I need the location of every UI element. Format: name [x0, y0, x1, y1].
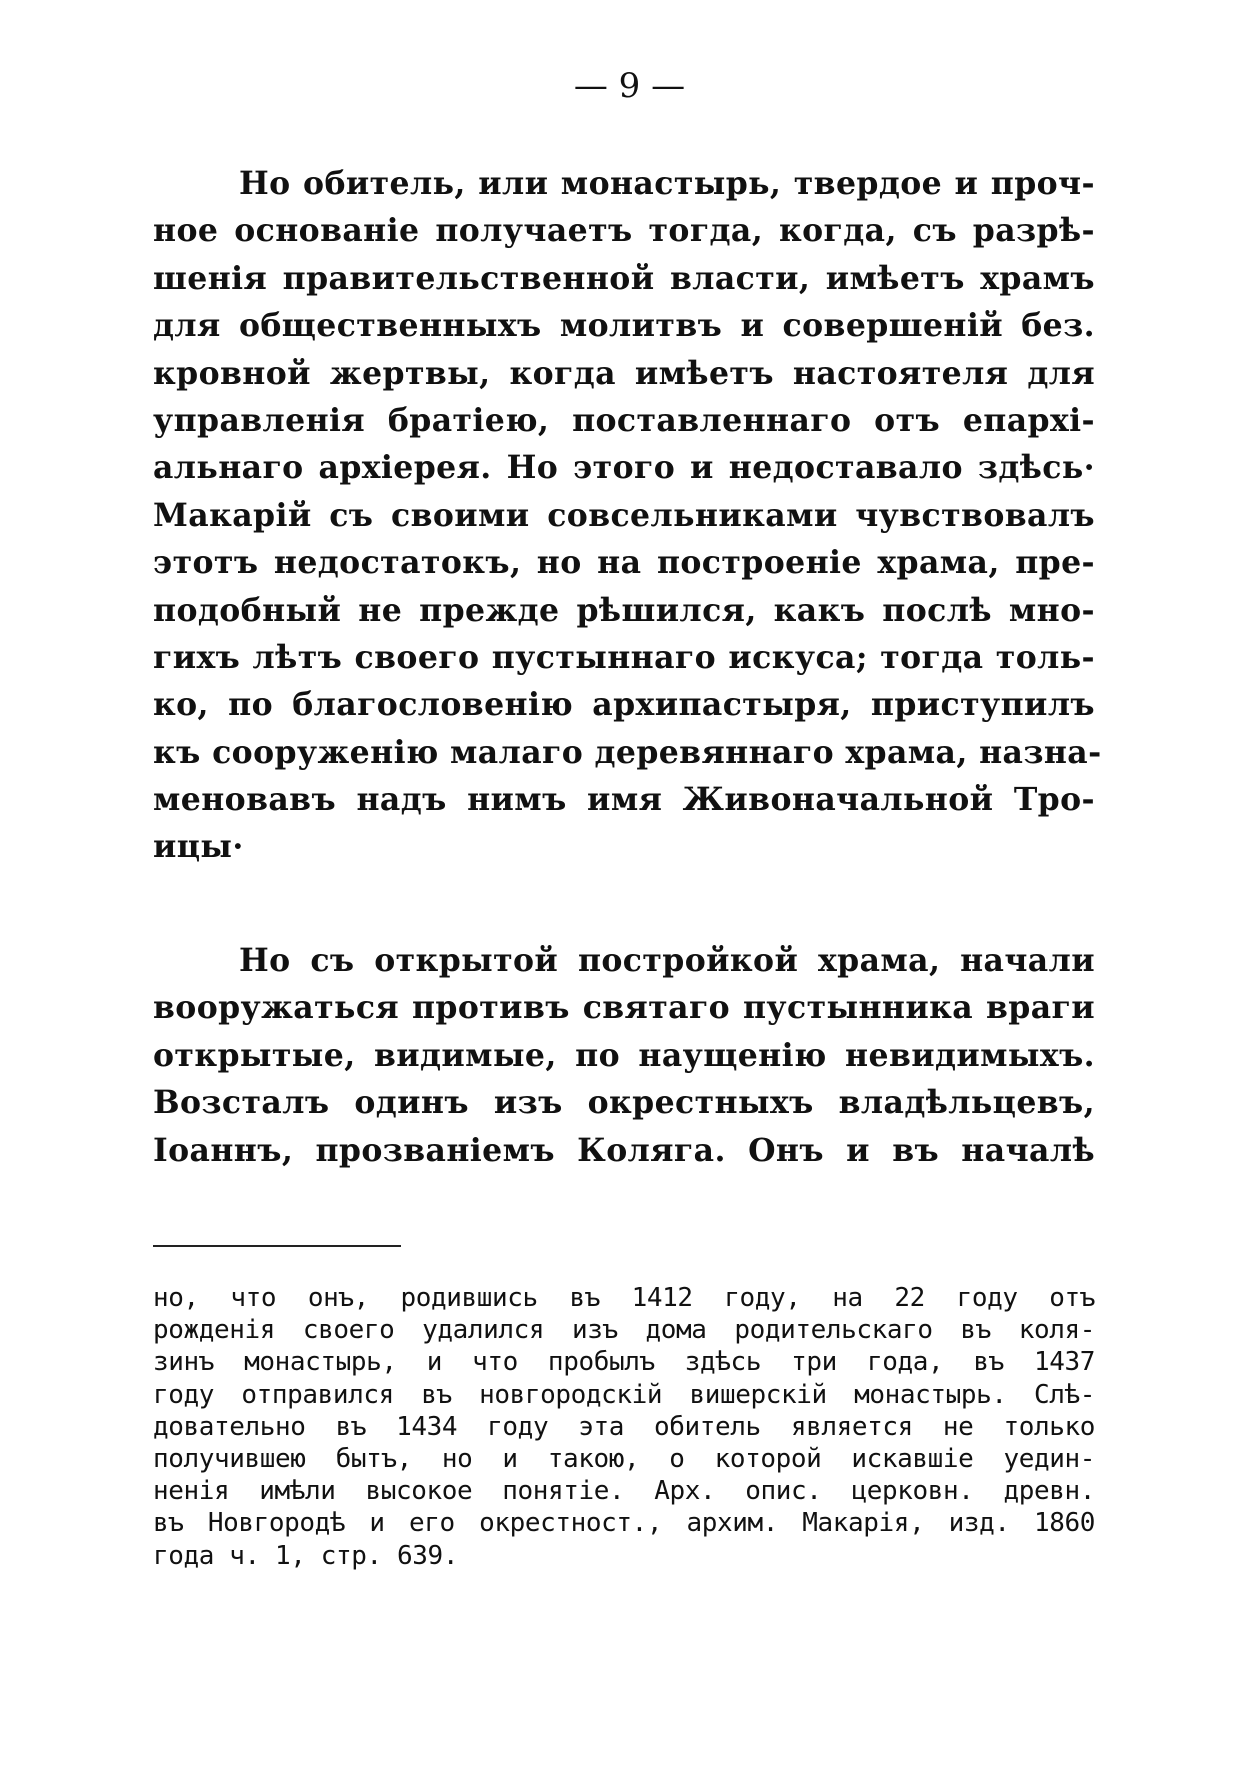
footnote-line: рожденія своего удалился изъ дома родительскаго въ коля- [153, 1315, 1095, 1346]
footnote-line: въ Новгородѣ и его окрестност., архим. Макарія, изд. 1860 [153, 1508, 1095, 1539]
footnote-separator [153, 1245, 401, 1247]
text-line: Іоаннъ, прозваніемъ Коляга. Онъ и въ началѣ [153, 1131, 1095, 1169]
text-line: ко, по благословенію архипастыря, приступилъ [153, 686, 1095, 724]
footnote-line: получившею бытъ, но и такою, о которой искавшіе уедин- [153, 1443, 1095, 1474]
footnote-line: ненія имѣли высокое понятіе. Арх. опис. церковн. древн. [153, 1476, 1095, 1507]
footnote-line: зинъ монастырь, и что пробылъ здѣсь три года, въ 1437 [153, 1347, 1095, 1378]
footnote-line: года ч. 1, стр. 639. [153, 1540, 459, 1571]
text-line: Возсталъ одинъ изъ окрестныхъ владѣльцевъ, [153, 1084, 1095, 1122]
text-line: подобный не прежде рѣшился, какъ послѣ мно- [153, 591, 1095, 629]
footnote-line: году отправился въ новгородскій вишерскій монастырь. Слѣ- [153, 1379, 1095, 1410]
text-line: управленія братіею, поставленнаго отъ епархі- [153, 401, 1095, 439]
footnote [153, 1282, 1095, 1572]
text-line: для общественныхъ молитвъ и совершеній без. [153, 307, 1095, 345]
text-line: Но съ открытой постройкой храма, начали [239, 942, 1095, 979]
paragraph-2 [153, 937, 1095, 1174]
text-line: вооружаться противъ святаго пустынника враги [153, 989, 1095, 1027]
page-number: — 9 — [573, 66, 686, 106]
text-line: Но обитель, или монастырь, твердое и проч- [239, 165, 1095, 202]
text-line: ицы· [153, 828, 244, 866]
text-line: Макарій съ своими совсельниками чувствовалъ [153, 496, 1095, 534]
footnote-line: но, что онъ, родившись въ 1412 году, на 22 году отъ [153, 1283, 1095, 1313]
text-line: открытые, видимые, по наущенію невидимыхъ. [153, 1036, 1095, 1074]
text-line: меновавъ надъ нимъ имя Живоначальной Тро- [153, 781, 1095, 819]
text-line: шенія правительственной власти, имѣетъ храмъ [153, 259, 1095, 297]
text-line: къ сооруженію малаго деревяннаго храма, назна- [153, 733, 1102, 771]
text-line: гихъ лѣтъ своего пустыннаго искуса; тогда толь- [153, 638, 1095, 676]
text-line: кровной жертвы, когда имѣетъ настоятеля для [153, 354, 1095, 392]
text-line: ное основаніе получаетъ тогда, когда, съ разрѣ- [153, 212, 1095, 250]
text-line: этотъ недостатокъ, но на построеніе храма, пре- [153, 544, 1095, 582]
text-line: альнаго архіерея. Но этого и недоставало здѣсь· [153, 449, 1095, 487]
paragraph-1 [153, 160, 1102, 871]
footnote-line: довательно въ 1434 году эта обитель является не только [153, 1411, 1095, 1442]
